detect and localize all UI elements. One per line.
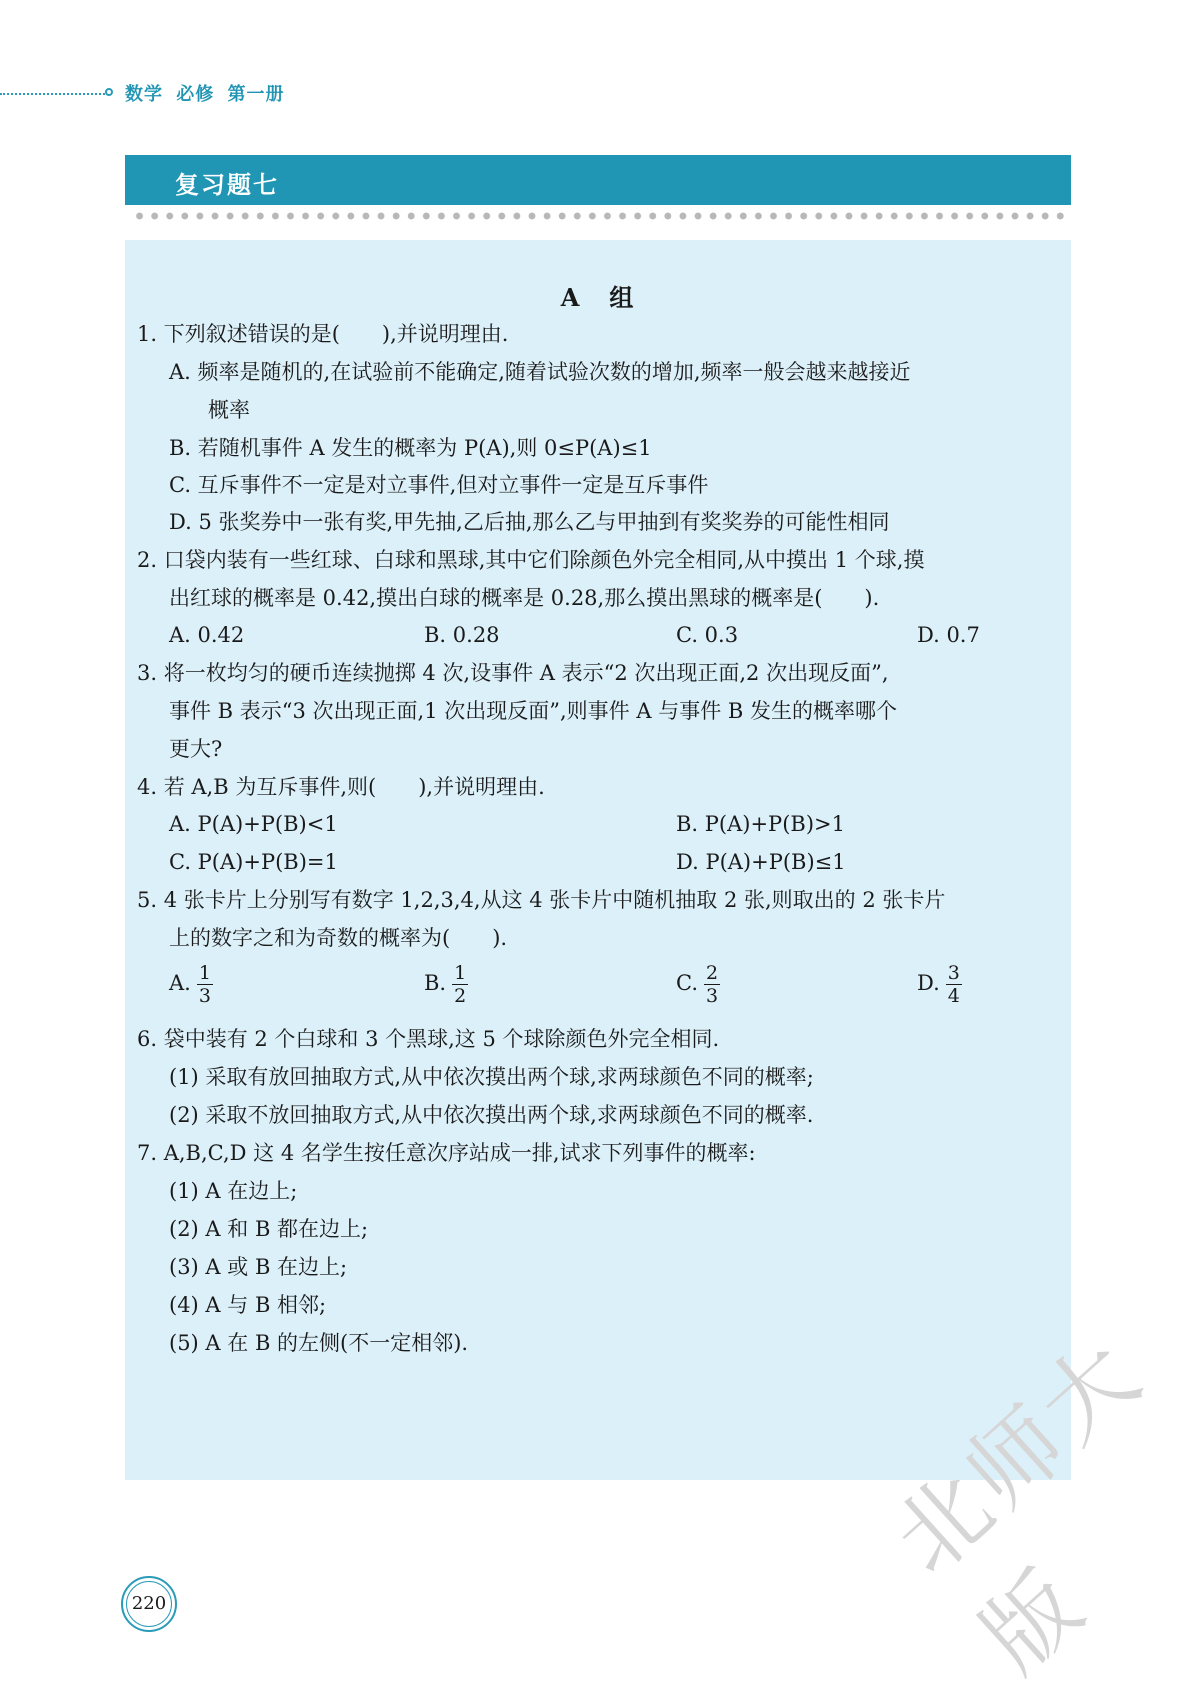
denominator: 2 [454,985,467,1007]
q5-option-b [424,962,468,1007]
q7-part-3: (3) A 或 B 在边上; [169,1255,348,1279]
q2-option-a: A. 0.42 [169,623,245,647]
numerator: 1 [454,962,467,984]
book-title: 数学 必修 第一册 [125,84,285,105]
q5-option-d-label: D. [917,971,940,995]
q5-option-a-label: A. [169,971,191,995]
q7-part-5: (5) A 在 B 的左侧(不一定相邻). [169,1331,469,1355]
q2-option-c: C. 0.3 [676,623,739,647]
q4-option-b: B. P(A)+P(B)>1 [676,812,845,836]
numerator: 3 [947,962,960,984]
q5-option-c [676,962,720,1007]
fraction [704,962,720,1007]
numerator: 2 [706,962,719,984]
page-number-badge [121,1576,177,1632]
q6-part-1: (1) 采取有放回抽取方式,从中依次摸出两个球,求两球颜色不同的概率; [169,1065,814,1089]
q1-option-c: C. 互斥事件不一定是对立事件,但对立事件一定是互斥事件 [169,473,709,497]
question-5: 5. 4 张卡片上分别写有数字 1,2,3,4,从这 4 张卡片中随机抽取 2 张,则取出的 2 张卡片 [137,888,946,912]
publisher-watermark: 北师大版 [873,1318,1164,1693]
q7-part-4: (4) A 与 B 相邻; [169,1293,327,1317]
q1-option-a: A. 频率是随机的,在试验前不能确定,随着试验次数的增加,频率一般会越来越接近 [169,360,911,384]
question-4: 4. 若 A,B 为互斥事件,则( ),并说明理由. [137,775,545,799]
q6-part-2: (2) 采取不放回抽取方式,从中依次摸出两个球,求两球颜色不同的概率. [169,1103,814,1127]
denominator: 3 [706,985,719,1007]
question-2: 2. 口袋内装有一些红球、白球和黑球,其中它们除颜色外完全相同,从中摸出 1 个球,摸 [137,548,925,572]
question-3: 3. 将一枚均匀的硬币连续抛掷 4 次,设事件 A 表示“2 次出现正面,2 次出现反面”, [137,661,889,685]
q1-option-b: B. 若随机事件 A 发生的概率为 P(A),则 0≤P(A)≤1 [169,436,652,460]
q2-option-b: B. 0.28 [424,623,500,647]
question-1: 1. 下列叙述错误的是( ),并说明理由. [137,322,509,346]
question-2-cont: 出红球的概率是 0.42,摸出白球的概率是 0.28,那么摸出黑球的概率是( ). [169,586,880,610]
section-title-bar [125,155,1071,205]
q4-option-a: A. P(A)+P(B)<1 [169,812,338,836]
question-7: 7. A,B,C,D 这 4 名学生按任意次序站成一排,试求下列事件的概率: [137,1141,756,1165]
q5-option-d [917,962,962,1007]
fraction [197,962,213,1007]
page-number: 220 [126,1581,172,1627]
denominator: 4 [947,985,960,1007]
q1-option-d: D. 5 张奖券中一张有奖,甲先抽,乙后抽,那么乙与甲抽到有奖奖券的可能性相同 [169,510,890,534]
exercise-box [125,240,1071,1480]
group-label: 组 [609,283,636,312]
question-5-cont: 上的数字之和为奇数的概率为( ). [169,926,508,950]
group-letter: A [560,283,582,312]
question-3-cont: 事件 B 表示“3 次出现正面,1 次出现反面”,则事件 A 与事件 B 发生的概率哪个 [169,699,897,723]
header-dotted-line [0,93,108,95]
q4-option-d: D. P(A)+P(B)≤1 [676,850,846,874]
q5-option-b-label: B. [424,971,447,995]
question-6: 6. 袋中装有 2 个白球和 3 个黑球,这 5 个球除颜色外完全相同. [137,1027,720,1051]
q2-option-d: D. 0.7 [917,623,980,647]
numerator: 1 [198,962,211,984]
fraction [946,962,962,1007]
dotted-separator [132,211,1068,221]
q4-option-c: C. P(A)+P(B)=1 [169,850,338,874]
q5-option-a [169,962,213,1007]
q7-part-2: (2) A 和 B 都在边上; [169,1217,369,1241]
q5-option-c-label: C. [676,971,698,995]
denominator: 3 [198,985,211,1007]
section-title: 复习题七 [175,171,279,199]
group-title [125,278,1071,313]
fraction [452,962,468,1007]
header-circle-marker [105,88,113,96]
question-3-cont2: 更大? [169,737,223,761]
q1-option-a-cont: 概率 [208,398,250,422]
q7-part-1: (1) A 在边上; [169,1179,298,1203]
